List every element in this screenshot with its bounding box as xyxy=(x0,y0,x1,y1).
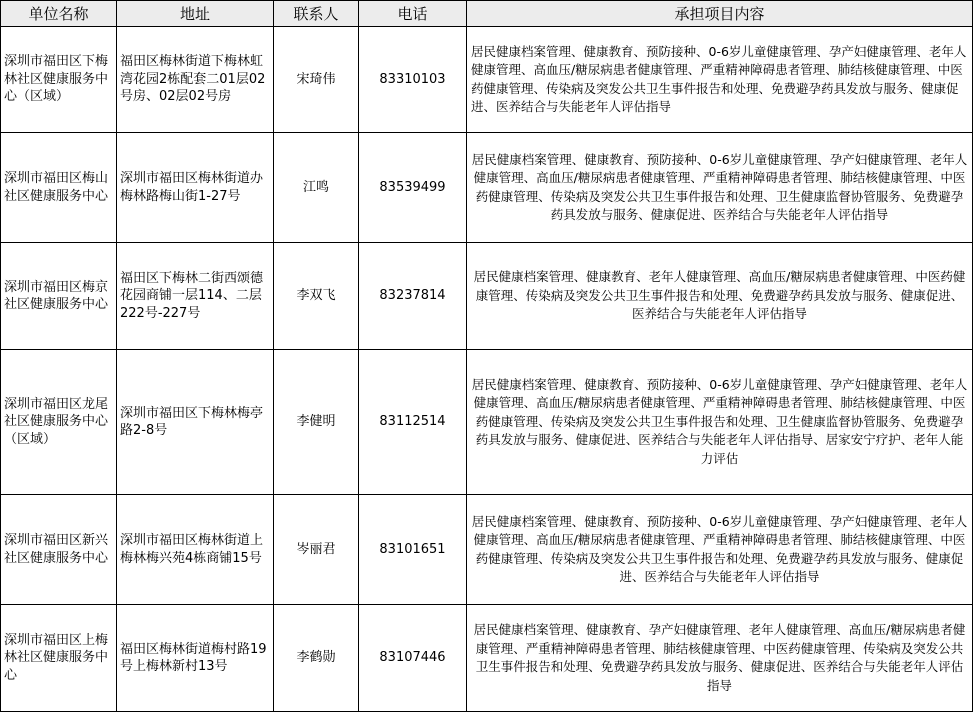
unit-name-cell: 深圳市福田区梅山社区健康服务中心 xyxy=(1,133,117,243)
header-unit-name: 单位名称 xyxy=(1,1,117,27)
unit-name-cell: 深圳市福田区梅京社区健康服务中心 xyxy=(1,243,117,350)
contact-cell: 李鹤勋 xyxy=(274,605,359,712)
unit-name-cell: 深圳市福田区下梅林社区健康服务中心（区域） xyxy=(1,27,117,133)
phone-cell: 83101651 xyxy=(359,495,467,605)
phone-cell: 83310103 xyxy=(359,27,467,133)
table-row xyxy=(1,133,973,243)
phone-cell: 83237814 xyxy=(359,243,467,350)
table-row xyxy=(1,243,973,350)
unit-name-cell: 深圳市福田区上梅林社区健康服务中心 xyxy=(1,605,117,712)
contact-cell: 李健明 xyxy=(274,350,359,495)
table-row xyxy=(1,350,973,495)
phone-cell: 83539499 xyxy=(359,133,467,243)
unit-name-cell: 深圳市福田区龙尾社区健康服务中心（区域） xyxy=(1,350,117,495)
service-items-cell: 居民健康档案管理、健康教育、预防接种、0-6岁儿童健康管理、孕产妇健康管理、老年人健康管理、高血压/糖尿病患者健康管理、严重精神障碍患者管理、肺结核健康管理、中医药健康管理、传染病及突发公共卫生事件报告和处理、卫生健康监督协管服务、免费避孕药具发放与服务、健康促进、医养结合与失能老年人评估指导、居家安宁疗护、老年人能力评估 xyxy=(467,350,973,495)
address-cell: 深圳市福田区梅林街道办梅林路梅山街1-27号 xyxy=(117,133,274,243)
phone-cell: 83107446 xyxy=(359,605,467,712)
table-row xyxy=(1,27,973,133)
contact-cell: 江鸣 xyxy=(274,133,359,243)
table-row xyxy=(1,605,973,712)
service-items-cell: 居民健康档案管理、健康教育、预防接种、0-6岁儿童健康管理、孕产妇健康管理、老年人健康管理、高血压/糖尿病患者健康管理、严重精神障碍患者管理、肺结核健康管理、中医药健康管理、传染病及突发公共卫生事件报告和处理、卫生健康监督协管服务、免费避孕药具发放与服务、健康促进、医养结合与失能老年人评估指导 xyxy=(467,133,973,243)
header-service-items: 承担项目内容 xyxy=(467,1,973,27)
phone-cell: 83112514 xyxy=(359,350,467,495)
header-address: 地址 xyxy=(117,1,274,27)
header-phone: 电话 xyxy=(359,1,467,27)
header-row xyxy=(1,1,973,27)
header-contact: 联系人 xyxy=(274,1,359,27)
address-cell: 深圳市福田区下梅林梅亭路2-8号 xyxy=(117,350,274,495)
service-items-cell: 居民健康档案管理、健康教育、预防接种、0-6岁儿童健康管理、孕产妇健康管理、老年人健康管理、高血压/糖尿病患者健康管理、严重精神障碍患者管理、肺结核健康管理、中医药健康管理、传染病及突发公共卫生事件报告和处理、免费避孕药具发放与服务、健康促进、医养结合与失能老年人评估指导 xyxy=(467,27,973,133)
address-cell: 福田区梅林街道下梅林虹湾花园2栋配套二01层02号房、02层02号房 xyxy=(117,27,274,133)
address-cell: 深圳市福田区梅林街道上梅林梅兴苑4栋商铺15号 xyxy=(117,495,274,605)
unit-name-cell: 深圳市福田区新兴社区健康服务中心 xyxy=(1,495,117,605)
contact-cell: 宋琦伟 xyxy=(274,27,359,133)
address-cell: 福田区梅林街道梅村路19号上梅林新村13号 xyxy=(117,605,274,712)
contact-cell: 李双飞 xyxy=(274,243,359,350)
address-cell: 福田区下梅林二街西颂德花园商铺一层114、二层222号-227号 xyxy=(117,243,274,350)
table-row xyxy=(1,495,973,605)
service-items-cell: 居民健康档案管理、健康教育、孕产妇健康管理、老年人健康管理、高血压/糖尿病患者健康管理、严重精神障碍患者管理、肺结核健康管理、中医药健康管理、传染病及突发公共卫生事件报告和处理、免费避孕药具发放与服务、健康促进、医养结合与失能老年人评估指导 xyxy=(467,605,973,712)
service-items-cell: 居民健康档案管理、健康教育、老年人健康管理、高血压/糖尿病患者健康管理、中医药健康管理、传染病及突发公共卫生事件报告和处理、免费避孕药具发放与服务、健康促进、医养结合与失能老年人评估指导 xyxy=(467,243,973,350)
contact-cell: 岑丽君 xyxy=(274,495,359,605)
service-items-cell: 居民健康档案管理、健康教育、预防接种、0-6岁儿童健康管理、孕产妇健康管理、老年人健康管理、高血压/糖尿病患者健康管理、严重精神障碍患者管理、肺结核健康管理、中医药健康管理、传染病及突发公共卫生事件报告和处理、免费避孕药具发放与服务、健康促进、医养结合与失能老年人评估指导 xyxy=(467,495,973,605)
